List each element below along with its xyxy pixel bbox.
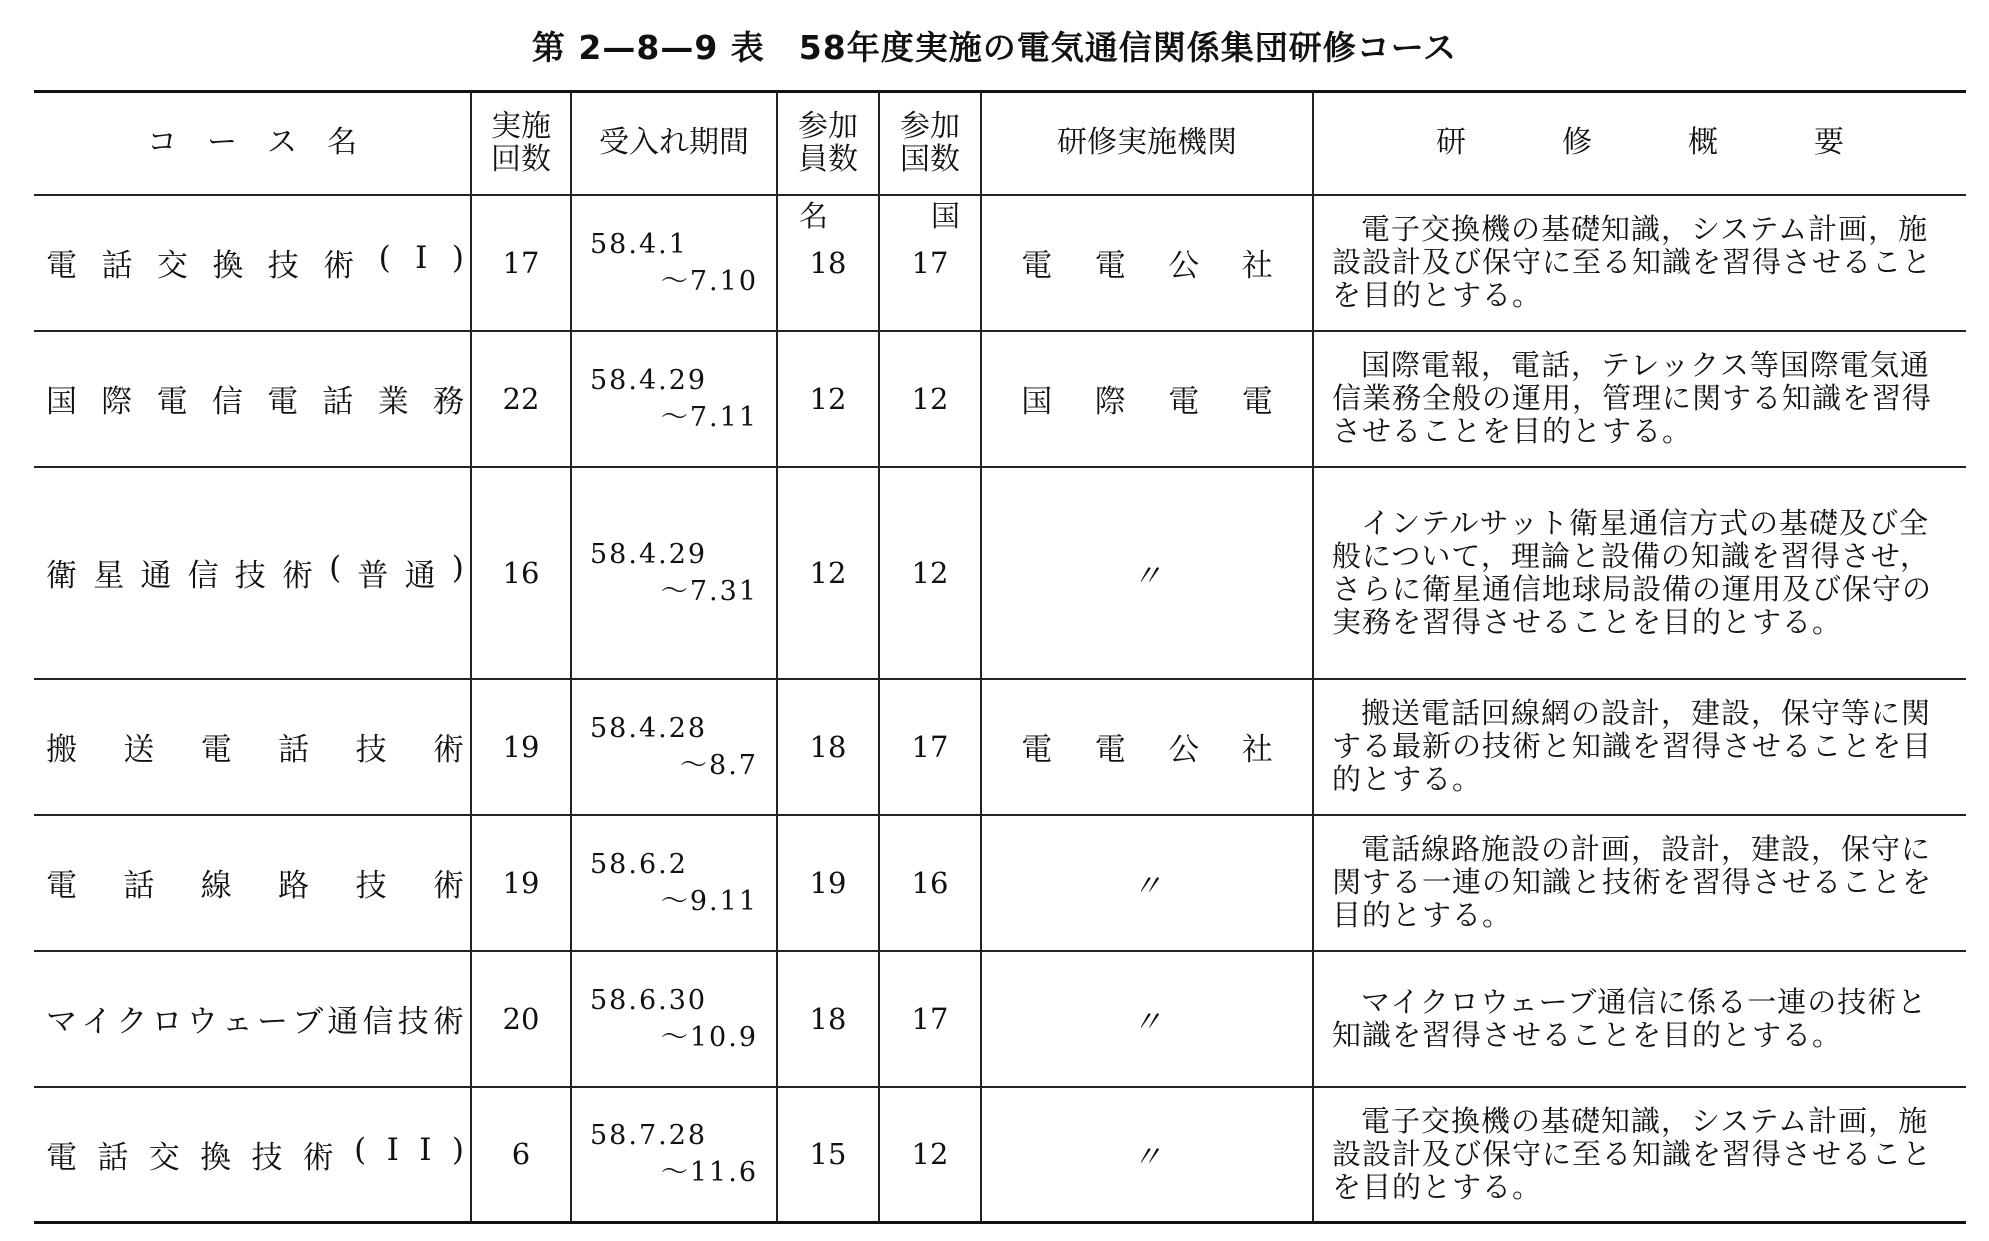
period-cell — [571, 951, 777, 1087]
header-course-name-label: コ ー ス 名 — [147, 125, 357, 161]
summary-cell — [1313, 195, 1966, 331]
sessions-value: 16 — [502, 555, 540, 590]
participants-cell — [777, 195, 879, 331]
sessions-value: 17 — [502, 245, 540, 280]
summary-cell — [1313, 1087, 1966, 1223]
period-end: ～8.7 — [680, 749, 758, 781]
sessions-value: 6 — [511, 1137, 531, 1172]
course-name: 国 際 電 信 電 話 業 務 — [46, 384, 464, 420]
header-participants — [777, 92, 879, 195]
participants-cell — [777, 815, 879, 951]
course-name: 電 話 交 換 技 術 ( I I ) — [46, 1131, 464, 1176]
period-cell — [571, 195, 777, 331]
header-countries-label: 参加国数 — [900, 108, 960, 177]
summary-text: 国際電報，電話，テレックス等国際電気通信業務全般の運用，管理に関する知識を習得させることを目的とする。 — [1332, 348, 1933, 448]
table-row — [34, 1087, 1966, 1223]
period-end: ～11.6 — [660, 1157, 758, 1189]
participants-cell — [777, 331, 879, 467]
header-period — [571, 92, 777, 195]
course-name-cell — [34, 815, 471, 951]
participants-value: 12 — [809, 555, 847, 590]
period-start: 58.6.30 — [590, 984, 708, 1016]
period-end: ～7.31 — [660, 575, 758, 607]
countries-value: 12 — [911, 381, 949, 416]
summary-text: 電話線路施設の計画，設計，建設，保守に関する一連の知識と技術を習得させることを目的とする。 — [1332, 832, 1933, 932]
header-sessions — [471, 92, 571, 195]
header-course-name — [34, 92, 471, 195]
participants-value: 18 — [809, 1001, 847, 1036]
header-sessions-label: 実施回数 — [491, 108, 551, 177]
summary-text: 搬送電話回線網の設計，建設，保守等に関する最新の技術と知識を習得させることを目的とする。 — [1332, 696, 1933, 796]
summary-text: 電子交換機の基礎知識，システム計画，施設設計及び保守に至る知識を習得させることを目的とする。 — [1332, 212, 1933, 312]
countries-cell — [879, 195, 981, 331]
course-name-cell — [34, 1087, 471, 1223]
participants-value: 18 — [809, 729, 847, 764]
participants-unit: 名 — [798, 198, 828, 233]
institution-cell — [981, 1087, 1313, 1223]
period-cell — [571, 1087, 777, 1223]
institution-ditto-mark: 〃 — [1132, 1004, 1162, 1040]
table-row — [34, 679, 1966, 815]
institution-value: 電 電 公 社 — [1021, 248, 1273, 284]
period-cell — [571, 331, 777, 467]
institution-cell — [981, 331, 1313, 467]
institution-cell — [981, 679, 1313, 815]
sessions-cell — [471, 951, 571, 1087]
header-summary — [1313, 92, 1966, 195]
institution-ditto-mark: 〃 — [1132, 868, 1162, 904]
period-cell — [571, 467, 777, 679]
summary-text: 電子交換機の基礎知識，システム計画，施設設計及び保守に至る知識を習得させることを目的とする。 — [1332, 1103, 1933, 1204]
sessions-value: 20 — [502, 1001, 540, 1036]
participants-value: 19 — [809, 865, 847, 900]
period-start: 58.4.28 — [590, 712, 708, 744]
course-name: 電 話 交 換 技 術 ( I ) — [46, 240, 464, 284]
countries-unit: 国 — [930, 198, 960, 233]
course-name-cell — [34, 951, 471, 1087]
period-end: ～9.11 — [660, 885, 758, 917]
period-end: ～7.11 — [660, 401, 758, 433]
table-row — [34, 195, 1966, 331]
period-cell — [571, 815, 777, 951]
course-name-cell — [34, 467, 471, 679]
participants-value: 12 — [809, 381, 847, 416]
institution-cell — [981, 467, 1313, 679]
institution-ditto-mark: 〃 — [1132, 558, 1162, 594]
institution-ditto-mark: 〃 — [1132, 1140, 1162, 1176]
course-name: 衛 星 通 信 技 術 ( 普 通 ) — [46, 550, 464, 594]
countries-value: 12 — [911, 1137, 949, 1172]
sessions-cell — [471, 815, 571, 951]
countries-value: 17 — [911, 245, 949, 280]
countries-cell — [879, 467, 981, 679]
course-name: 搬 送 電 話 技 術 — [46, 732, 464, 768]
countries-value: 17 — [911, 729, 949, 764]
countries-value: 17 — [911, 1001, 949, 1036]
countries-cell — [879, 331, 981, 467]
countries-cell — [879, 1087, 981, 1223]
sessions-cell — [471, 195, 571, 331]
period-start: 58.7.28 — [590, 1120, 708, 1152]
institution-value: 電 電 公 社 — [1021, 732, 1273, 768]
sessions-cell — [471, 467, 571, 679]
header-countries — [879, 92, 981, 195]
institution-cell — [981, 951, 1313, 1087]
course-name: 電 話 線 路 技 術 — [46, 868, 464, 904]
summary-cell — [1313, 679, 1966, 815]
countries-cell — [879, 679, 981, 815]
header-participants-label: 参加員数 — [798, 108, 858, 177]
participants-value: 15 — [809, 1137, 847, 1172]
period-start: 58.6.2 — [590, 848, 688, 880]
summary-text: マイクロウェーブ通信に係る一連の技術と知識を習得させることを目的とする。 — [1332, 984, 1928, 1052]
period-end: ～10.9 — [660, 1021, 758, 1053]
participants-cell — [777, 467, 879, 679]
countries-cell — [879, 951, 981, 1087]
summary-cell — [1313, 331, 1966, 467]
institution-cell — [981, 195, 1313, 331]
summary-cell — [1313, 815, 1966, 951]
table-row — [34, 951, 1966, 1087]
course-name-cell — [34, 331, 471, 467]
period-start: 58.4.29 — [590, 364, 708, 396]
countries-value: 16 — [911, 865, 949, 900]
participants-value: 18 — [809, 245, 847, 280]
course-table — [34, 90, 1966, 1224]
table-row — [34, 331, 1966, 467]
page-title: 第 2—8—9 表 58年度実施の電気通信関係集団研修コース — [531, 28, 1458, 67]
period-end: ～7.10 — [660, 265, 758, 297]
period-cell — [571, 679, 777, 815]
period-start: 58.4.29 — [590, 538, 708, 570]
institution-value: 国 際 電 電 — [1021, 384, 1273, 420]
participants-cell — [777, 951, 879, 1087]
table-row — [34, 467, 1966, 679]
header-institution-label: 研修実施機関 — [1057, 125, 1237, 161]
participants-cell — [777, 1087, 879, 1223]
summary-text: インテルサット衛星通信方式の基礎及び全般について，理論と設備の知識を習得させ，さらに衛星通信地球局設備の運用及び保守の実務を習得させることを目的とする。 — [1332, 505, 1933, 639]
countries-value: 12 — [911, 555, 949, 590]
countries-cell — [879, 815, 981, 951]
header-summary-label: 研修概要 — [1436, 125, 1940, 161]
sessions-cell — [471, 1087, 571, 1223]
header-period-label: 受入れ期間 — [599, 125, 749, 161]
summary-cell — [1313, 467, 1966, 679]
sessions-value: 22 — [502, 381, 540, 416]
sessions-value: 19 — [502, 865, 540, 900]
sessions-cell — [471, 331, 571, 467]
header-institution — [981, 92, 1313, 195]
course-name-cell — [34, 195, 471, 331]
table-row — [34, 815, 1966, 951]
sessions-cell — [471, 679, 571, 815]
sessions-value: 19 — [502, 729, 540, 764]
institution-cell — [981, 815, 1313, 951]
header-row — [34, 92, 1966, 195]
course-name-cell — [34, 679, 471, 815]
course-name: マ イ ク ロ ウ ェ ー ブ 通 信 技 術 — [46, 1004, 464, 1040]
period-start: 58.4.1 — [590, 228, 688, 260]
participants-cell — [777, 679, 879, 815]
summary-cell — [1313, 951, 1966, 1087]
